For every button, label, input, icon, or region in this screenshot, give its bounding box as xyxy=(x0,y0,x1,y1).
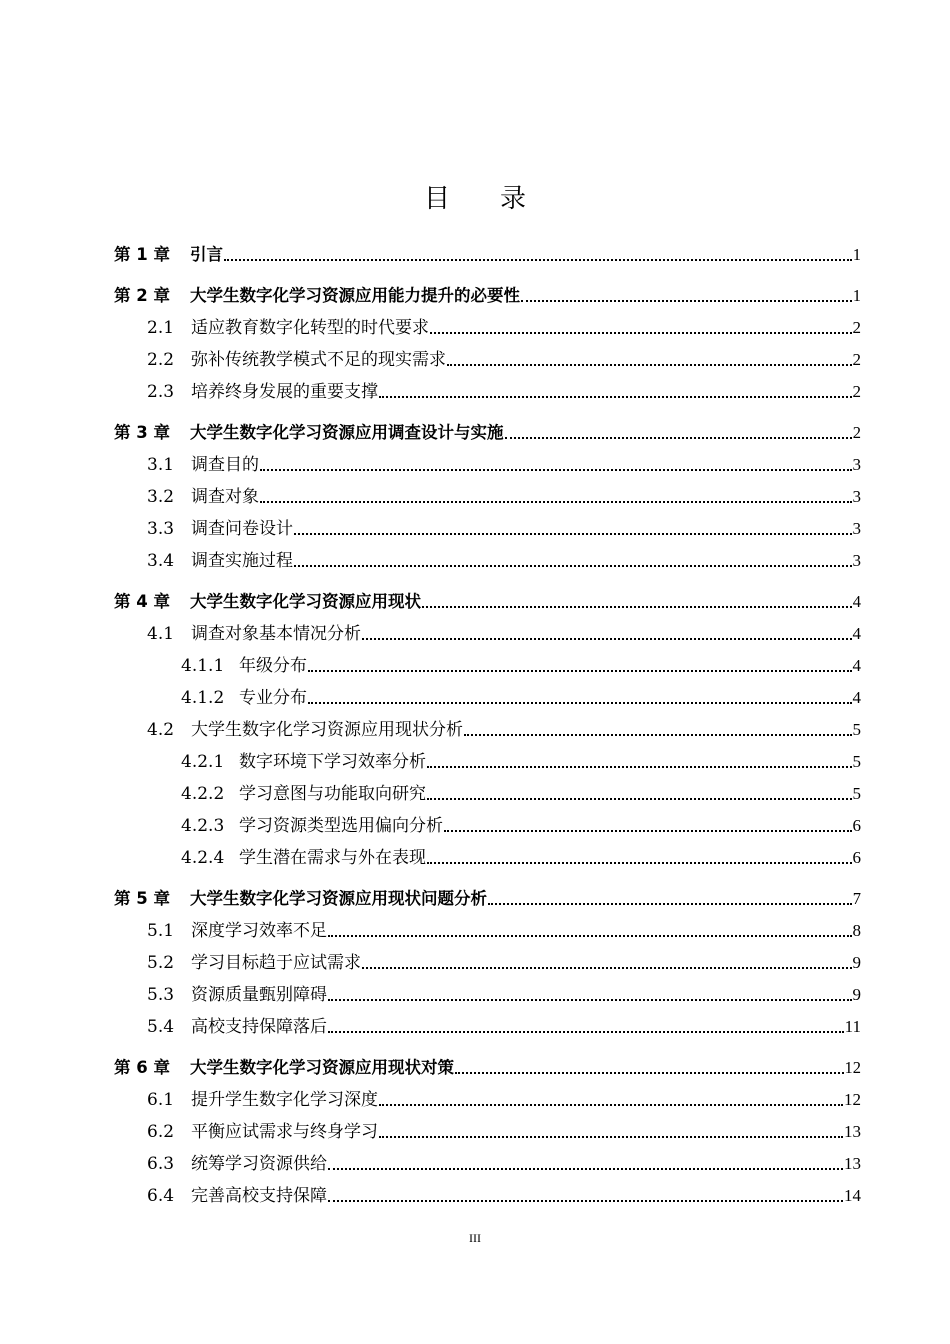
toc-entry-page: 1 xyxy=(852,286,861,305)
toc-entry-number: 4.2.4 xyxy=(181,848,225,868)
toc-entry-page: 8 xyxy=(852,921,861,940)
toc-entry-page: 9 xyxy=(852,953,861,972)
dot-leader xyxy=(224,259,852,261)
dot-leader xyxy=(260,501,852,503)
toc-subsection-entry[interactable] xyxy=(114,775,861,805)
toc-entry-title: 调查对象基本情况分析 xyxy=(191,624,361,644)
toc-entry-title: 大学生数字化学习资源应用调查设计与实施 xyxy=(190,423,504,442)
page-number: III xyxy=(469,1231,481,1245)
toc-entry-page: 2 xyxy=(852,318,861,337)
dot-leader xyxy=(328,999,852,1001)
toc-entry-number: 2.1 xyxy=(147,318,175,338)
toc-subsection-entry[interactable] xyxy=(114,807,861,837)
toc-entry-title: 适应教育数字化转型的时代要求 xyxy=(191,318,429,338)
toc-section-entry[interactable] xyxy=(114,542,861,572)
toc-entry-page: 13 xyxy=(844,1154,861,1173)
dot-leader xyxy=(464,734,852,736)
dot-leader xyxy=(328,1168,843,1170)
toc-entry-number: 第 2 章 xyxy=(114,286,170,305)
dot-leader xyxy=(444,830,852,832)
toc-entry-page: 2 xyxy=(852,423,861,442)
toc-section-entry[interactable] xyxy=(114,341,861,371)
toc-entry-title: 统筹学习资源供给 xyxy=(191,1154,327,1174)
toc-entry-title: 完善高校支持保障 xyxy=(191,1186,327,1206)
toc-entry-page: 7 xyxy=(852,889,861,908)
toc-entry-title: 培养终身发展的重要支撑 xyxy=(191,382,378,402)
toc-section-entry[interactable] xyxy=(114,1113,861,1143)
toc-chapter-entry[interactable] xyxy=(114,583,861,613)
toc-entry-page: 3 xyxy=(852,551,861,570)
dot-leader xyxy=(505,437,852,439)
dot-leader xyxy=(488,903,852,905)
page-title xyxy=(0,178,950,215)
toc-entry-page: 2 xyxy=(852,382,861,401)
toc-section-entry[interactable] xyxy=(114,615,861,645)
toc-section-entry[interactable] xyxy=(114,478,861,508)
toc-entry-page: 11 xyxy=(844,1017,861,1036)
toc-subsection-entry[interactable] xyxy=(114,743,861,773)
toc-entry-page: 12 xyxy=(844,1058,861,1077)
toc-section-entry[interactable] xyxy=(114,976,861,1006)
dot-leader xyxy=(521,300,852,302)
toc-entry-number: 第 1 章 xyxy=(114,245,170,264)
toc-entry-number: 5.4 xyxy=(147,1017,175,1037)
dot-leader xyxy=(427,862,852,864)
toc-entry-title: 大学生数字化学习资源应用能力提升的必要性 xyxy=(190,286,520,305)
toc-chapter-entry[interactable] xyxy=(114,880,861,910)
dot-leader xyxy=(308,670,852,672)
dot-leader xyxy=(379,396,852,398)
toc-entry-title: 学习资源类型选用偏向分析 xyxy=(239,816,443,836)
toc-entry-number: 4.1 xyxy=(147,624,175,644)
toc-entry-number: 4.2.3 xyxy=(181,816,225,836)
toc-entry-title: 深度学习效率不足 xyxy=(191,921,327,941)
toc-section-entry[interactable] xyxy=(114,1177,861,1207)
toc-chapter-entry[interactable] xyxy=(114,236,861,266)
toc-entry-title: 弥补传统教学模式不足的现实需求 xyxy=(191,350,446,370)
toc-chapter-entry[interactable] xyxy=(114,1049,861,1079)
toc-entry-number: 4.1.1 xyxy=(181,656,225,676)
toc-subsection-entry[interactable] xyxy=(114,839,861,869)
toc-chapter-entry[interactable] xyxy=(114,414,861,444)
toc-entry-number: 6.4 xyxy=(147,1186,175,1206)
dot-leader xyxy=(422,606,852,608)
toc-entry-title: 调查对象 xyxy=(191,487,259,507)
toc-entry-page: 5 xyxy=(852,784,861,803)
toc-entry-title: 大学生数字化学习资源应用现状对策 xyxy=(190,1058,454,1077)
toc-entry-number: 4.2.2 xyxy=(181,784,225,804)
toc-section-entry[interactable] xyxy=(114,1145,861,1175)
toc-entry-number: 2.3 xyxy=(147,382,175,402)
toc-section-entry[interactable] xyxy=(114,446,861,476)
toc-entry-number: 4.1.2 xyxy=(181,688,225,708)
toc-entry-page: 14 xyxy=(844,1186,861,1205)
dot-leader xyxy=(260,469,852,471)
dot-leader xyxy=(430,332,852,334)
toc-entry-number: 3.4 xyxy=(147,551,175,571)
dot-leader xyxy=(379,1136,843,1138)
toc-chapter-entry[interactable] xyxy=(114,277,861,307)
toc-entry-title: 大学生数字化学习资源应用现状 xyxy=(190,592,421,611)
toc-entry-page: 4 xyxy=(852,624,861,643)
toc-section-entry[interactable] xyxy=(114,912,861,942)
dot-leader xyxy=(308,702,852,704)
dot-leader xyxy=(294,533,852,535)
dot-leader xyxy=(328,935,852,937)
toc-entry-page: 2 xyxy=(852,350,861,369)
toc-entry-page: 4 xyxy=(852,592,861,611)
toc-entry-title: 年级分布 xyxy=(239,656,307,676)
toc-entry-page: 3 xyxy=(852,519,861,538)
dot-leader xyxy=(427,766,852,768)
toc-entry-number: 5.1 xyxy=(147,921,175,941)
toc-entry-page: 1 xyxy=(852,245,861,264)
toc-entry-number: 4.2.1 xyxy=(181,752,225,772)
dot-leader xyxy=(455,1072,844,1074)
toc-entry-title: 调查目的 xyxy=(191,455,259,475)
title-char-1: 目 xyxy=(423,184,500,214)
toc-entry-title: 学生潜在需求与外在表现 xyxy=(239,848,426,868)
toc-entry-title: 资源质量甄别障碍 xyxy=(191,985,327,1005)
toc-entry-page: 4 xyxy=(852,656,861,675)
dot-leader xyxy=(362,638,852,640)
toc-entry-number: 4.2 xyxy=(147,720,175,740)
dot-leader xyxy=(427,798,852,800)
toc-entry-number: 第 5 章 xyxy=(114,889,170,908)
toc-entry-title: 学习意图与功能取向研究 xyxy=(239,784,426,804)
toc-entry-number: 3.2 xyxy=(147,487,175,507)
toc-entry-title: 大学生数字化学习资源应用现状分析 xyxy=(191,720,463,740)
toc-entry-title: 专业分布 xyxy=(239,688,307,708)
toc-entry-page: 5 xyxy=(852,720,861,739)
toc-entry-page: 12 xyxy=(844,1090,861,1109)
dot-leader xyxy=(328,1200,843,1202)
toc-entry-page: 3 xyxy=(852,455,861,474)
toc-entry-title: 高校支持保障落后 xyxy=(191,1017,327,1037)
dot-leader xyxy=(379,1104,843,1106)
toc-section-entry[interactable] xyxy=(114,711,861,741)
toc-entry-title: 大学生数字化学习资源应用现状问题分析 xyxy=(190,889,487,908)
toc-entry-page: 9 xyxy=(852,985,861,1004)
toc-entry-page: 6 xyxy=(852,848,861,867)
dot-leader xyxy=(362,967,852,969)
toc-entry-title: 调查实施过程 xyxy=(191,551,293,571)
toc-entry-number: 第 4 章 xyxy=(114,592,170,611)
title-char-2: 录 xyxy=(500,184,577,214)
toc-subsection-entry[interactable] xyxy=(114,647,861,677)
toc-entry-number: 3.3 xyxy=(147,519,175,539)
toc-entry-title: 学习目标趋于应试需求 xyxy=(191,953,361,973)
toc-section-entry[interactable] xyxy=(114,1081,861,1111)
dot-leader xyxy=(294,565,852,567)
toc-entry-number: 3.1 xyxy=(147,455,175,475)
toc-entry-number: 5.3 xyxy=(147,985,175,1005)
toc-entry-number: 6.1 xyxy=(147,1090,175,1110)
toc-entry-page: 4 xyxy=(852,688,861,707)
toc-entry-title: 提升学生数字化学习深度 xyxy=(191,1090,378,1110)
toc-entry-title: 调查问卷设计 xyxy=(191,519,293,539)
toc-entry-title: 数字环境下学习效率分析 xyxy=(239,752,426,772)
toc-subsection-entry[interactable] xyxy=(114,679,861,709)
toc-section-entry[interactable] xyxy=(114,373,861,403)
toc-entry-page: 13 xyxy=(844,1122,861,1141)
toc-entry-number: 6.2 xyxy=(147,1122,175,1142)
toc-section-entry[interactable] xyxy=(114,309,861,339)
toc-entry-number: 第 6 章 xyxy=(114,1058,170,1077)
toc-entry-number: 第 3 章 xyxy=(114,423,170,442)
dot-leader xyxy=(447,364,852,366)
toc-entry-title: 引言 xyxy=(190,245,223,264)
toc-entry-title: 平衡应试需求与终身学习 xyxy=(191,1122,378,1142)
toc-entry-page: 3 xyxy=(852,487,861,506)
toc-section-entry[interactable] xyxy=(114,1008,861,1038)
dot-leader xyxy=(328,1031,844,1033)
toc-section-entry[interactable] xyxy=(114,510,861,540)
toc-entry-number: 2.2 xyxy=(147,350,175,370)
toc-entry-page: 5 xyxy=(852,752,861,771)
toc-entry-page: 6 xyxy=(852,816,861,835)
toc-section-entry[interactable] xyxy=(114,944,861,974)
toc-entry-number: 6.3 xyxy=(147,1154,175,1174)
toc-entry-number: 5.2 xyxy=(147,953,175,973)
